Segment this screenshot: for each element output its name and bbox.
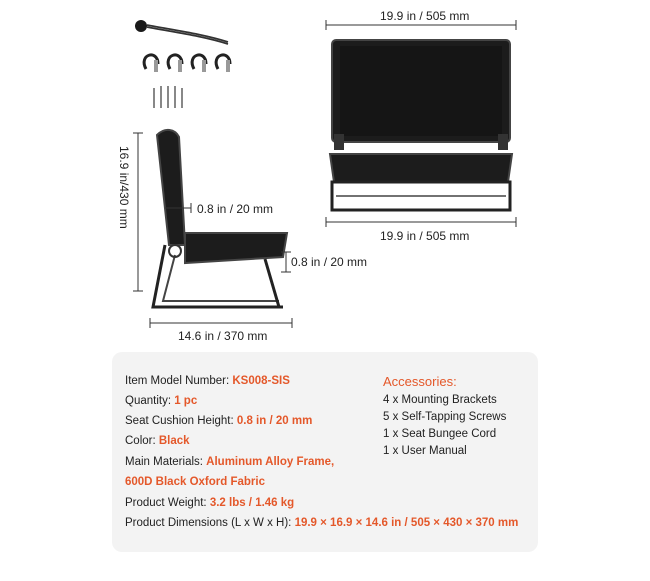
spec-weight-label: Product Weight: [125, 497, 210, 509]
side-depth-dimension-line [150, 318, 292, 328]
accessories-title: Accessories: [383, 374, 457, 389]
spec-dimensions [125, 517, 518, 529]
spec-materials-value-1: Aluminum Alloy Frame, [206, 456, 335, 468]
spec-materials-label: Main Materials: [125, 456, 207, 468]
spec-color [125, 435, 190, 447]
spec-materials-value-2: 600D Black Oxford Fabric [125, 476, 265, 488]
spec-materials-line2 [125, 476, 265, 488]
spec-dimensions-label: Product Dimensions (L x W x H): [125, 517, 295, 529]
accessory-item: 1 x Seat Bungee Cord [383, 428, 497, 440]
spec-dimensions-value: 19.9 × 16.9 × 14.6 in / 505 × 430 × 370 mm [294, 517, 519, 529]
accessory-item: 5 x Self-Tapping Screws [383, 411, 507, 423]
spec-color-value: Black [158, 435, 190, 447]
spec-quantity [125, 395, 197, 407]
spec-materials [125, 456, 334, 468]
spec-quantity-label: Quantity: [125, 395, 175, 407]
spec-model-label: Item Model Number: [125, 375, 233, 387]
screw-icon [154, 86, 182, 108]
front-top-width-label: 19.9 in / 505 mm [380, 9, 470, 23]
bungee-cord-icon [135, 20, 228, 44]
seat-thickness-dimension-line [281, 252, 291, 272]
chair-side-view [145, 125, 305, 315]
back-thickness-dimension-line [165, 203, 195, 213]
spec-weight-value: 3.2 lbs / 1.46 kg [209, 497, 295, 509]
side-depth-label: 14.6 in / 370 mm [178, 329, 268, 343]
front-bottom-dimension-line [326, 217, 516, 227]
spec-quantity-value: 1 pc [174, 395, 198, 407]
spec-model [125, 375, 290, 387]
accessory-item: 1 x User Manual [383, 445, 467, 457]
spec-cushion-height [125, 415, 312, 427]
seat-thickness-label: 0.8 in / 20 mm [291, 255, 368, 269]
accessories-illustration [128, 14, 248, 109]
spec-weight [125, 497, 294, 509]
side-height-dimension-line [133, 133, 143, 291]
back-thickness-label: 0.8 in / 20 mm [197, 202, 274, 216]
accessory-item: 4 x Mounting Brackets [383, 394, 497, 406]
spec-cushion-label: Seat Cushion Height: [125, 415, 237, 427]
front-bottom-width-label: 19.9 in / 505 mm [380, 229, 470, 243]
chair-front-view [322, 32, 522, 212]
side-height-label: 16.9 in/430 mm [117, 146, 131, 229]
spec-cushion-value: 0.8 in / 20 mm [236, 415, 313, 427]
spec-color-label: Color: [125, 435, 159, 447]
spec-model-value: KS008-SIS [232, 375, 290, 387]
